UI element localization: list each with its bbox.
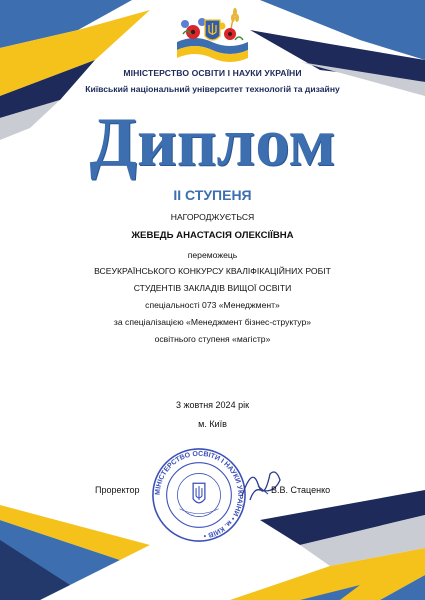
issue-city: м. Київ [198,419,227,429]
specialty-line: спеціальності 073 «Менеджмент» [145,300,280,310]
recipient-name: ЖЕВЕДЬ АНАСТАСІЯ ОЛЕКСІЇВНА [131,230,294,241]
issue-date: 3 жовтня 2024 рік [175,400,250,410]
contest-line-1: ВСЕУКРАЇНСЬКОГО КОНКУРСУ КВАЛІФІКАЦІЙНИХ РОБІТ [94,266,331,276]
diploma-title: Диплом [89,104,336,180]
ministry-name: МІНІСТЕРСТВО ОСВІТИ І НАУКИ УКРАЇНИ [123,68,302,78]
contest-line-2: СТУДЕНТІВ ЗАКЛАДІВ ВИЩОЇ ОСВІТИ [133,283,292,293]
signatory-name: В.В. Стаценко [271,485,331,495]
university-name: Київський національний університет технологій та дизайну [85,84,340,94]
degree-label: ІІ СТУПЕНЯ [173,187,252,203]
signatory-role: Проректор [95,485,140,495]
specialization-line: за спеціалізацією «Менеджмент бізнес-структур» [113,317,312,327]
degree-level-line: освітнього ступеня «магістр» [154,334,271,344]
winner-label: переможець [187,250,238,260]
trident-emblem-icon [175,4,250,66]
stamp-outer-text: МІНІСТЕРСТВО ОСВІТИ І НАУКИ УКРАЇНИ • м. КИЇВ • [154,450,244,539]
signature-icon [238,460,284,506]
awarded-label: НАГОРОДЖУЄТЬСЯ [170,212,255,222]
official-stamp-icon [150,446,248,544]
